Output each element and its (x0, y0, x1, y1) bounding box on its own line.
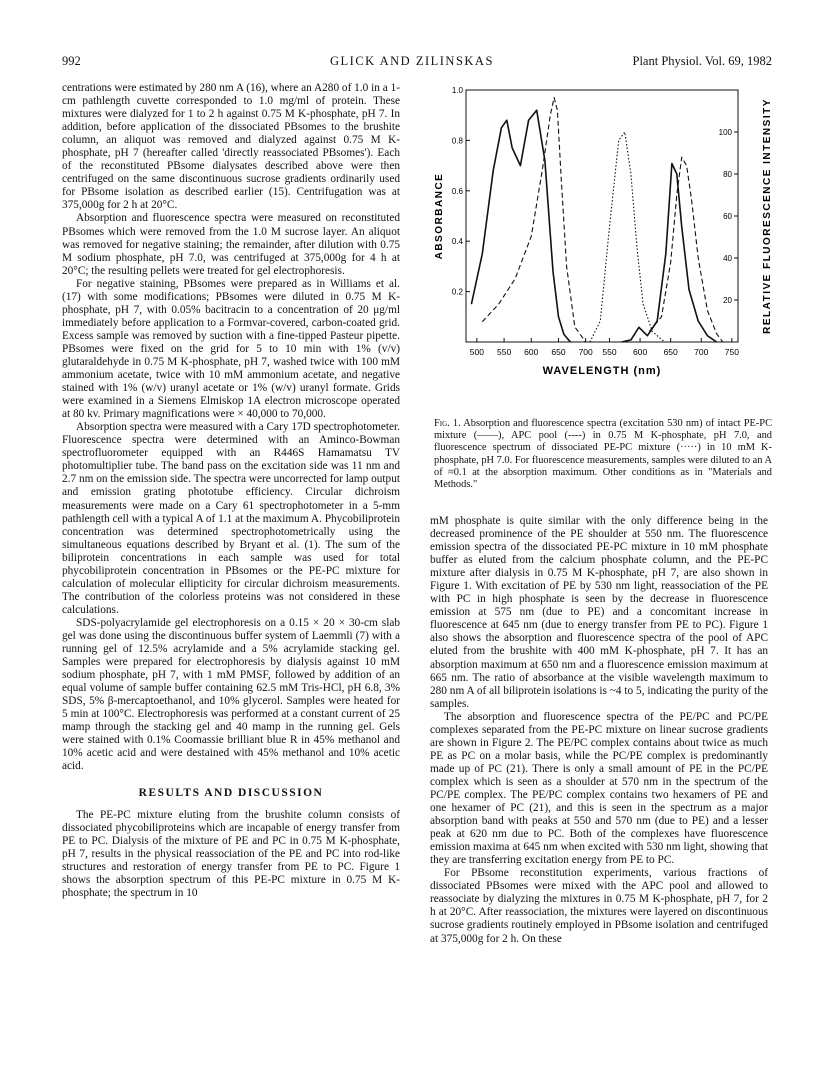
series-line-fluorescence-dotted (590, 132, 665, 342)
series-line-fluorescence-solid (622, 164, 717, 343)
page-number: 992 (62, 54, 81, 68)
right-tick-label: 80 (723, 170, 732, 179)
running-head-authors: GLICK AND ZILINSKAS (330, 54, 494, 68)
x-tick-label: 650 (663, 347, 678, 357)
paragraph: mM phosphate is quite similar with the only difference being in the decreased prominence of the PE shoulder at 550 nm. The fluorescence emission spectra of the dissociated PE-PC mixture in 10 mM phosphate buffer as eluted from the calcium phosphate column, and the PE-PC mixture after dialysis in 0.75 M K-phosphate, pH 7, are also shown in Figure 1. With excitation of PE by 530 nm light, reassociation of the PE with PC in high phosphate is seen by the decrease in fluorescence emission at 575 nm (due to PE) and a concomitant increase in fluorescence at 645 nm (due to energy transfer from PE to PC). Figure 1 also shows the absorption and fluorescence spectra of the pool of APC eluted from the brushite with 400 mM K-phosphate, pH 7. It has an absorption maximum at 650 nm and a fluorescence emission maximum at 665 nm. The ratio of absorbance at the visible wavelength maximum to 280 nm A of all biliprotein isolations is ~4 to 5, indicating the purity of the samples. (430, 515, 768, 710)
paragraph: For PBsome reconstitution experiments, various fractions of dissociated PBsomes were mixed with the APC pool and allowed to reassociate by dialyzing the mixtures in 0.75 M K-phosphate, pH 7, for 2 h at 20°C. After reassociation, the mixtures were layered on discontinuous sucrose gradients routinely employed in PBsome isolation and centrifuged at 375,000g for 2 h. On these (430, 867, 768, 945)
y-axis-left-label: ABSORBANCE (434, 172, 445, 260)
left-column (62, 82, 400, 900)
x-tick-label: 550 (496, 347, 512, 357)
x-tick-label: 550 (602, 347, 617, 357)
paragraph: SDS-polyacrylamide gel electrophoresis on a 0.15 × 20 × 30-cm slab gel was done using the discontinuous buffer system of Laemmli (7) with a running gel of 12.5% acrylamide and a 5% acrylamide stacking gel. Samples were prepared for electrophoresis by dialysis against 10 mM sodium phosphate, pH 7, with 1 mM PMSF, followed by addition of an equal volume of sample buffer containing 62.5 mM Tris-HCl, pH 6.8, 3% SDS, 5% β-mercaptoethanol, and 10% glycerol. Samples were heated for 5 min at 100°C. Electrophoresis was performed at a constant current of 25 mamp through the stacking gel and 40 mamp in the running gel. Gels were stained with 0.1% Coomassie brilliant blue R in 45% methanol and 10% acetic acid and were destained with 45% methanol and 10% acetic acid. (62, 616, 400, 773)
figure-caption (434, 418, 772, 491)
paragraph: Absorption and fluorescence spectra were measured on reconstituted PBsomes which were removed from the 1.0 M sucrose layer. An aliquot was removed for negative staining; the remainder, after dilution with 0.75 M sodium phosphate, pH 7.0, was centrifuged at 375,000g for 4 h at 20°C; the resulting pellets were treated for gel electrophoresis. (62, 212, 400, 277)
x-tick-label: 700 (694, 347, 709, 357)
paragraph: For negative staining, PBsomes were prepared as in Williams et al. (17) with some modifications; PBsomes were diluted in 0.75 M K-phosphate, pH 7, with 0.05% bacitracin to a concentration of 20 μg/ml immediately before application to a Formvar-covered, carbon-coated grid. Excess sample was removed by suction with a fine-tipped Pasteur pipette. PBsomes were fixed on the grid for 5 to 10 min with 1% (v/v) glutaraldehyde in 0.75 M K-phosphate, pH 7, washed twice with 100 mM ammonium acetate, twice with 10 mM ammonium acetate, and negative stained with 1% (w/v) uranyl acetate or 1% (w/v) uranyl formate. Grids were examined in a Siemens Elmiskop 1A electron microscope operated at 80 kv. Primary magnifications were × 40,000 to 70,000. (62, 277, 400, 421)
left-tick-label: 0.6 (451, 186, 463, 196)
x-tick-label: 650 (551, 347, 566, 357)
paragraph: Absorption spectra were measured with a Cary 17D spectrophotometer. Fluorescence spectra were determined with an Aminco-Bowman spectrofluorometer equipped with an R446S Hamamatsu TV photomultiplier tube. The band pass on the excitation side was 11 nm and 2.7 nm on the emission side. The spectra were uncorrected for lamp output and emission grating phototube efficiency. Circular dichroism measurements were made on a Cary 61 spectrophotometer in a 5-mm pathlength cell with a typical A of 1.1 at the maximum A. Phycobiliprotein concentration was determined spectrophotometrically using the simultaneous equations described by Bryant et al. (1). The sum of the biliprotein concentrations in each sample was used for total phycobiliprotein concentration in PBsomes or the PE-PC mixture for calculation of molecular ellipticity for circular dichroism measurements. The contribution of the colorless proteins was not considered in these calculations. (62, 421, 400, 616)
x-axis-label: WAVELENGTH (nm) (542, 365, 662, 377)
right-tick-label: 60 (723, 212, 732, 221)
x-tick-label: 700 (578, 347, 593, 357)
caption-label: Fig. 1. (434, 418, 461, 429)
paragraph: The PE-PC mixture eluting from the brushite column consists of dissociated phycobiliproteins which are incapable of energy transfer from PE to PC. Dialysis of the mixture of PE and PC in 0.75 M K-phosphate, pH 7, results in the physical reassociation of the PE and PC into rod-like structures and restoration of energy transfer from PE to PC. Figure 1 shows the absorption spectrum of this PE-PC mixture in 0.75 M K-phosphate; the spectrum in 10 (62, 808, 400, 899)
series-line-fluorescence-dashed (649, 157, 722, 342)
running-head-journal: Plant Physiol. Vol. 69, 1982 (632, 54, 772, 68)
section-heading: RESULTS AND DISCUSSION (138, 787, 324, 800)
x-tick-label: 500 (469, 347, 484, 357)
y-axis-right-label: RELATIVE FLUORESCENCE INTENSITY (762, 98, 773, 334)
right-tick-label: 20 (723, 296, 732, 305)
paragraph: The absorption and fluorescence spectra of the PE/PC and PC/PE complexes separated from the PE-PC mixture on linear sucrose gradients are shown in Figure 2. The PE/PC complex contains about twice as much PE as PC on a molar basis, while the PC/PE complex is predominantly made up of PC (21). There is only a small amount of PE in the PC/PE complex which is seen as a shoulder at 570 nm in the spectrum of the PC/PE complex. The PE/PC complex contains two hexamers of PE and one hexamer of PC (21), and this is seen in the spectrum as a major absorption band with peaks at 550 and 570 nm (due to PE) and a lesser peak at 620 nm due to PC. Both of the complexes have fluorescence emission maxima at 645 nm when excited with 530 nm light, showing that they are transferring excitation energy from PE to PC. (430, 710, 768, 867)
left-tick-label: 0.4 (451, 237, 463, 247)
right-tick-label: 40 (723, 254, 732, 263)
left-tick-label: 1.0 (451, 86, 463, 95)
left-tick-label: 0.2 (451, 287, 463, 297)
left-tick-label: 0.8 (451, 136, 463, 146)
x-tick-label: 750 (724, 347, 739, 357)
figure-1-spectra (428, 80, 780, 410)
caption-text: Absorption and fluorescence spectra (excitation 530 nm) of intact PE-PC mixture (——), APC pool (----) in 0.75 M K-phosphate, pH 7.0, and fluorescence spectrum of dissociated PE-PC mixture (·····) in 10 mM K-phosphate, pH 7.0. For fluorescence measurements, samples were diluted to an A of ≈0.1 at the absorption maximum. Other conditions as in "Materials and Methods." (434, 418, 773, 491)
x-tick-label: 600 (524, 347, 539, 357)
x-tick-label: 600 (632, 347, 648, 357)
series-line-absorption-solid (471, 110, 570, 342)
right-tick-label: 100 (718, 128, 732, 137)
paragraph: centrations were estimated by 280 nm A (16), where an A280 of 1.0 in a 1-cm pathlength cuvette corresponded to 1.0 mg/ml of protein. These mixtures were dialyzed for 1 to 2 h against 0.75 M K-phosphate, pH 7. In addition, before application of the dissociated PBsomes to the brushite column, an aliquot was removed and dialyzed against 0.75 M K-phosphate, pH 7 (hereafter called 'directly reassociated PBsomes'). Each of the reconstituted PBsome dialysates described above were then centrifuged on the same discontinuous sucrose gradients ordinarily used for PBsome isolation as described earlier (15). Centrifugation was at 375,000g for 2 h at 20°C. (62, 82, 400, 212)
series-line-absorption-dashed (482, 98, 585, 342)
right-column (430, 515, 768, 946)
plot-frame (466, 90, 738, 342)
